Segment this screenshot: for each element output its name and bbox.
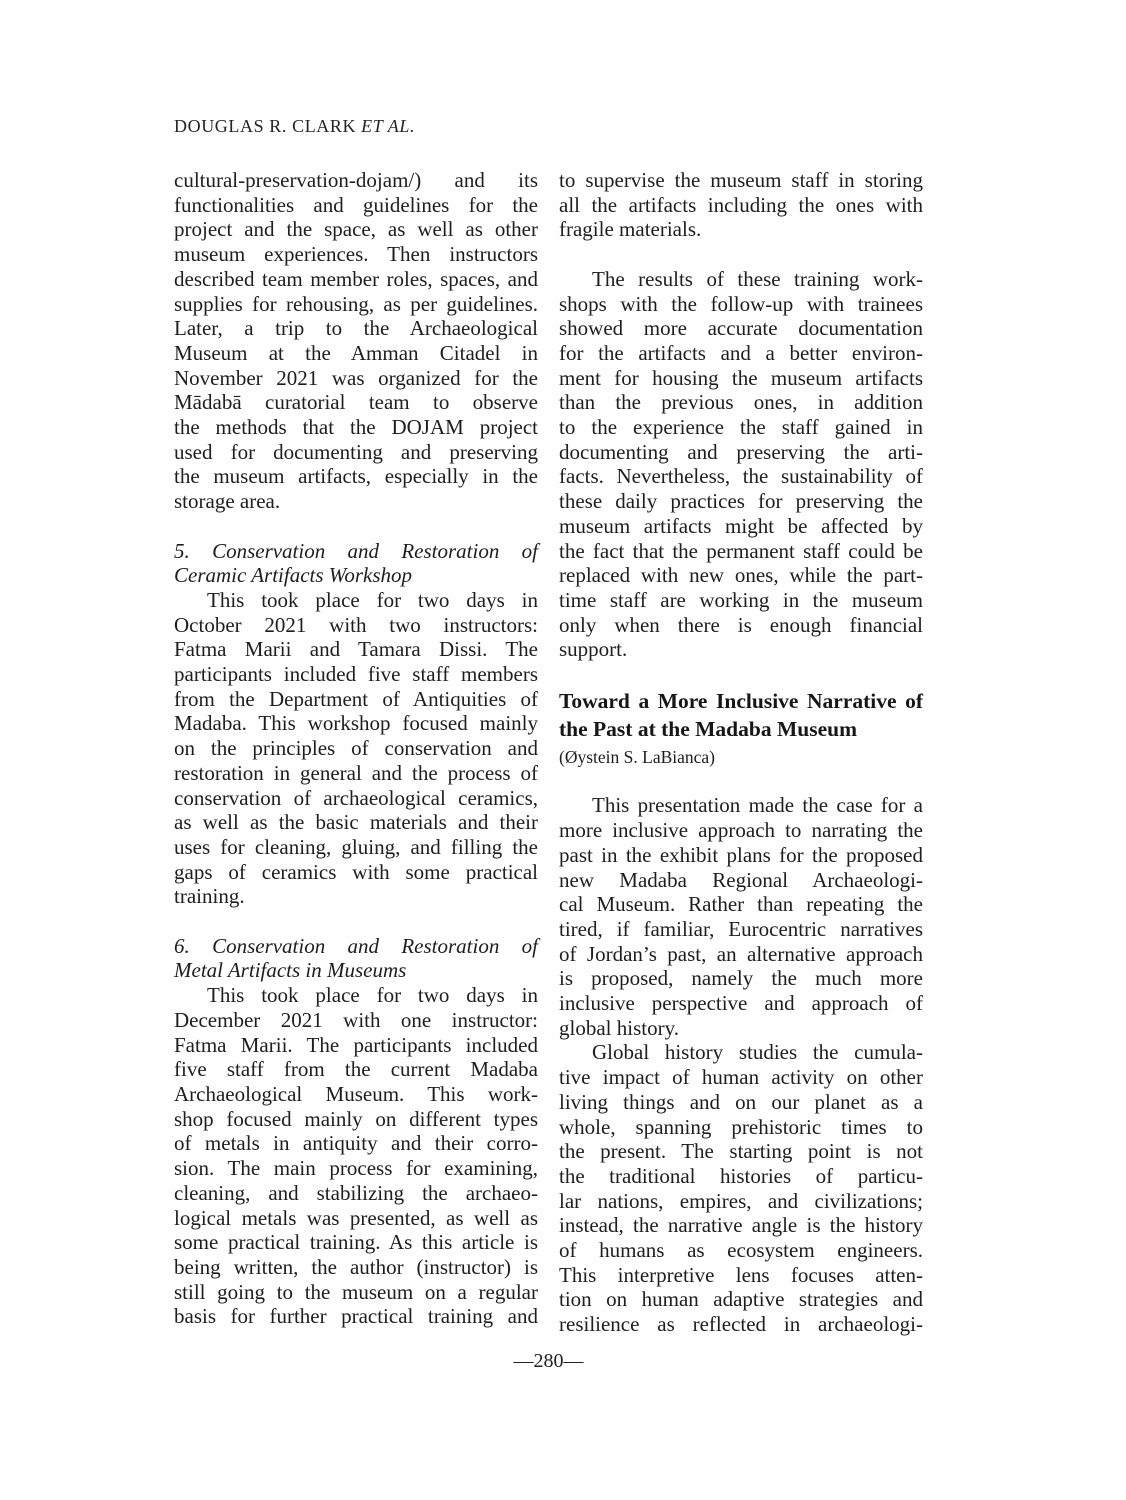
text-line: Toward a More Inclusive Narrative of (559, 688, 923, 713)
text-line: training. (174, 884, 245, 909)
text-line: the methods that the DOJAM project (174, 415, 538, 440)
paragraph-presentation-case (559, 793, 923, 1040)
text-line: functionalities and guidelines for the (174, 192, 538, 217)
section-heading-6-metal-artifacts (174, 934, 538, 983)
text-line: cleaning, and stabilizing the archaeo- (174, 1180, 538, 1205)
text-line: Museum at the Amman Citadel in (174, 340, 538, 365)
text-line: is proposed, namely the much more (559, 966, 923, 991)
text-line: instead, the narrative angle is the history (559, 1213, 923, 1238)
text-line: resilience as reflected in archaeologi- (559, 1312, 923, 1337)
left-column (174, 168, 538, 1337)
text-line: Archaeological Museum. This work- (174, 1081, 538, 1106)
text-line: used for documenting and preserving (174, 439, 538, 464)
text-line: tired, if familiar, Eurocentric narratives (559, 916, 923, 941)
text-line: ment for housing the museum artifacts (559, 365, 923, 390)
text-line: inclusive perspective and approach of (559, 991, 923, 1016)
text-line: global history. (559, 1015, 679, 1040)
text-line: on the principles of conservation and (174, 736, 538, 761)
running-header-etal: ET AL. (361, 116, 416, 136)
text-line: the traditional histories of particu- (559, 1163, 923, 1188)
text-line: the fact that the permanent staff could be (559, 538, 923, 563)
text-line: than the previous ones, in addition (559, 390, 923, 415)
text-line: This presentation made the case for a (592, 793, 923, 818)
text-line: 6. Conservation and Restoration of (174, 933, 538, 958)
right-column (559, 168, 923, 1337)
text-line: Later, a trip to the Archaeological (174, 316, 538, 341)
text-line: of Jordan’s past, an alternative approach (559, 941, 923, 966)
paragraph-dojam-continuation (174, 168, 538, 514)
text-line: of humans as ecosystem engineers. (559, 1238, 923, 1263)
running-header (174, 116, 415, 137)
section-byline-labianca (559, 745, 923, 769)
text-line: museum experiences. Then instructors (174, 242, 538, 267)
text-line: new Madaba Regional Archaeologi- (559, 867, 923, 892)
text-line: documenting and preserving the arti- (559, 439, 923, 464)
text-line: only when there is enough financial (559, 612, 923, 637)
text-line: participants included five staff members (174, 662, 538, 687)
text-line: conservation of archaeological ceramics, (174, 785, 538, 810)
text-line: storage area. (174, 489, 281, 514)
text-line: Ceramic Artifacts Workshop (174, 563, 413, 588)
text-line: to supervise the museum staff in storing (559, 168, 923, 192)
text-line: as well as the basic materials and their (174, 810, 538, 835)
text-line: This took place for two days in (207, 983, 538, 1008)
section-heading-5-ceramic-workshop (174, 539, 538, 588)
text-line: lar nations, empires, and civilizations; (559, 1188, 923, 1213)
paragraph-ceramic-workshop (174, 588, 538, 909)
text-line: living things and on our planet as a (559, 1089, 923, 1114)
running-header-author: DOUGLAS R. CLARK (174, 116, 357, 136)
text-line: October 2021 with two instructors: (174, 612, 538, 637)
paragraph-global-history (559, 1040, 923, 1336)
text-line: 5. Conservation and Restoration of (174, 538, 538, 563)
paragraph-metal-workshop-continuation (559, 168, 923, 242)
text-line: gaps of ceramics with some practical (174, 859, 538, 884)
text-line: logical metals was presented, as well as (174, 1205, 538, 1230)
text-line: some practical training. As this article is (174, 1230, 538, 1255)
text-line: facts. Nevertheless, the sustainability of (559, 464, 923, 489)
text-line: December 2021 with one instructor: (174, 1007, 538, 1032)
text-line: the museum artifacts, especially in the (174, 464, 538, 489)
text-line: being written, the author (instructor) is (174, 1254, 538, 1279)
text-line: the Past at the Madaba Museum (559, 716, 857, 741)
text-line: Madaba. This workshop focused mainly (174, 711, 538, 736)
text-line: the present. The starting point is not (559, 1139, 923, 1164)
text-line: tive impact of human activity on other (559, 1065, 923, 1090)
text-line: cultural-preservation-dojam/) and its (174, 168, 538, 192)
text-line: support. (559, 637, 628, 662)
text-line: project and the space, as well as other (174, 217, 538, 242)
text-line: showed more accurate documentation (559, 316, 923, 341)
text-line: five staff from the current Madaba (174, 1057, 538, 1082)
text-line: sion. The main process for examining, (174, 1156, 538, 1181)
text-line: past in the exhibit plans for the proposed (559, 842, 923, 867)
text-line: these daily practices for preserving the (559, 489, 923, 514)
text-line: whole, spanning prehistoric times to (559, 1114, 923, 1139)
text-line: Fatma Marii and Tamara Dissi. The (174, 637, 538, 662)
text-line: to the experience the staff gained in (559, 415, 923, 440)
text-line: shop focused mainly on different types (174, 1106, 538, 1131)
text-line: This interpretive lens focuses atten- (559, 1262, 923, 1287)
text-line: shops with the follow-up with trainees (559, 291, 923, 316)
paragraph-metal-workshop (174, 983, 538, 1329)
text-line: This took place for two days in (207, 587, 538, 612)
text-line: The results of these training work- (592, 266, 923, 291)
text-line: museum artifacts might be affected by (559, 513, 923, 538)
text-line: replaced with new ones, while the part- (559, 563, 923, 588)
text-line: (Øystein S. LaBianca) (559, 746, 715, 767)
text-line: uses for cleaning, gluing, and filling the (174, 834, 538, 859)
text-line: time staff are working in the museum (559, 587, 923, 612)
text-line: supplies for rehousing, as per guidelines. (174, 291, 538, 316)
text-line: tion on human adaptive strategies and (559, 1287, 923, 1312)
text-line: all the artifacts including the ones with (559, 192, 923, 217)
text-line: basis for further practical training and (174, 1304, 538, 1329)
section-heading-inclusive-narrative (559, 687, 923, 743)
text-line: cal Museum. Rather than repeating the (559, 892, 923, 917)
text-line: Metal Artifacts in Museums (174, 958, 407, 983)
page-number: —280— (513, 1350, 584, 1372)
two-column-text-area (174, 168, 923, 1337)
text-line: from the Department of Antiquities of (174, 686, 538, 711)
text-line: Mādabā curatorial team to observe (174, 390, 538, 415)
text-line: Fatma Marii. The participants included (174, 1032, 538, 1057)
text-line: for the artifacts and a better environ- (559, 340, 923, 365)
paragraph-training-results (559, 267, 923, 662)
text-line: restoration in general and the process of (174, 760, 538, 785)
text-line: November 2021 was organized for the (174, 365, 538, 390)
text-line: more inclusive approach to narrating the (559, 818, 923, 843)
text-line: still going to the museum on a regular (174, 1279, 538, 1304)
text-line: of metals in antiquity and their corro- (174, 1131, 538, 1156)
text-line: fragile materials. (559, 217, 702, 242)
text-line: Global history studies the cumula- (592, 1040, 923, 1065)
text-line: described team member roles, spaces, and (174, 266, 538, 291)
